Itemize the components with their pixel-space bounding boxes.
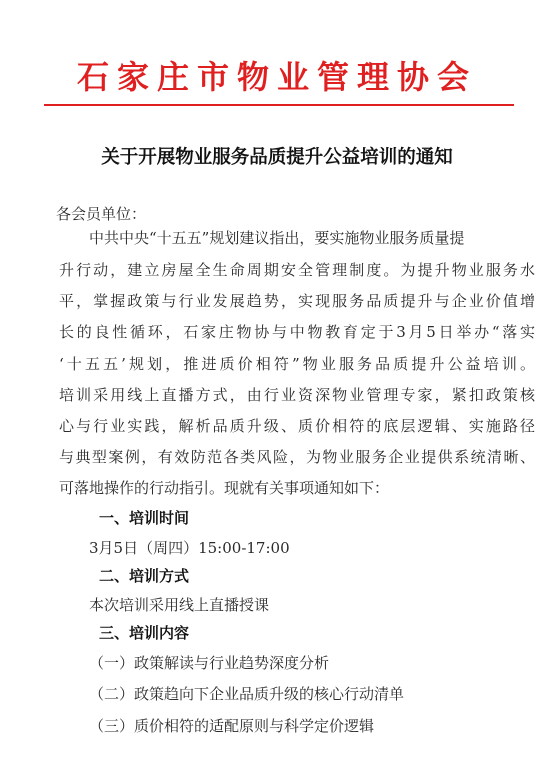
salutation: 各会员单位：	[56, 205, 147, 223]
body-line: 心与行业实践，解析品质升级、质价相符的底层逻辑、实施路径	[59, 417, 535, 435]
section-heading: 二、培训方式	[99, 567, 190, 585]
letterhead-divider	[44, 104, 514, 106]
body-line: 培训采用线上直播方式，由行业资深物业管理专家，紧扣政策核	[59, 386, 535, 404]
body-line: 可落地操作的行动指引。现就有关事项通知如下：	[59, 479, 390, 497]
body-line: 长的良性循环，石家庄物协与中物教育定于3月5日举办“落实	[59, 323, 535, 341]
section-text: （二）政策趋向下企业品质升级的核心行动清单	[89, 685, 405, 703]
section-text: 本次培训采用线上直播授课	[89, 596, 270, 614]
body-line: 升行动，建立房屋全生命周期安全管理制度。为提升物业服务水	[59, 261, 535, 279]
body-line: ‘十五五’规划，推进质价相符”物业服务品质提升公益培训。	[59, 355, 535, 373]
body-line: 中共中央“十五五”规划建议指出，要实施物业服务质量提	[89, 229, 465, 247]
section-heading: 一、培训时间	[99, 509, 190, 527]
section-text: （一）政策解读与行业趋势深度分析	[89, 654, 330, 672]
section-text: （三）质价相符的适配原则与科学定价逻辑	[89, 717, 375, 735]
section-heading: 三、培训内容	[99, 624, 190, 642]
organization-name: 石家庄市物业管理协会	[76, 58, 477, 96]
section-text: 3月5日（周四）15:00-17:00	[89, 539, 290, 557]
document-title: 关于开展物业服务品质提升公益培训的通知	[101, 147, 453, 168]
body-line: 与典型案例，有效防范各类风险，为物业服务企业提供系统清晰、	[59, 448, 535, 466]
body-line: 平，掌握政策与行业发展趋势，实现服务品质提升与企业价值增	[59, 292, 535, 310]
